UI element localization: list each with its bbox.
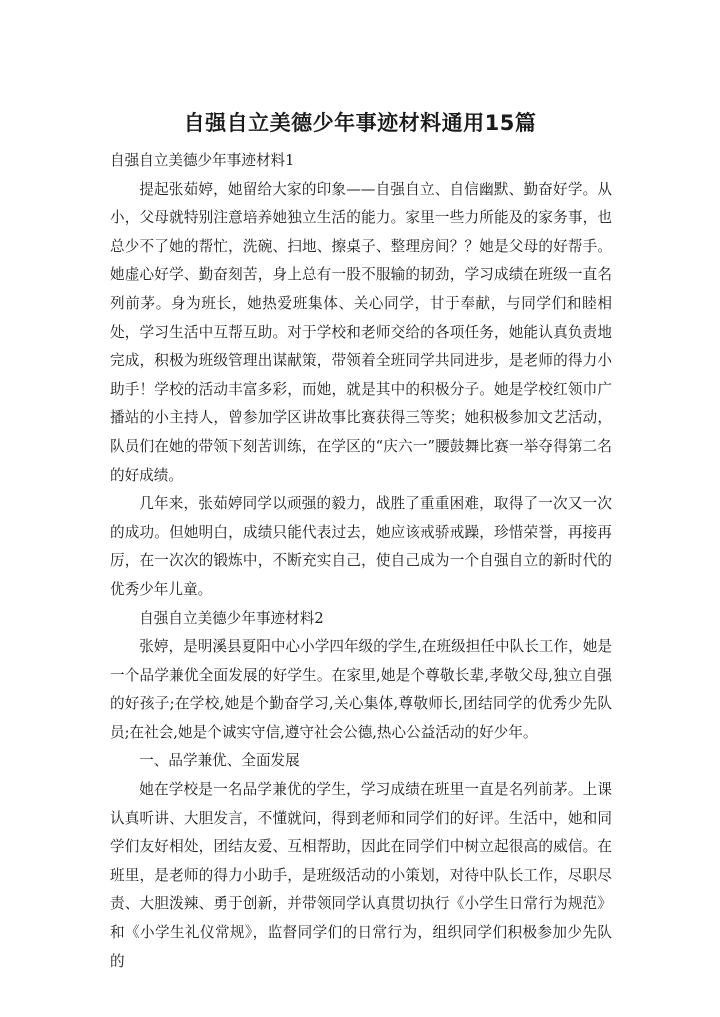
- document-body: [110, 147, 612, 976]
- body-paragraph: 她在学校是一名品学兼优的学生，学习成绩在班里一直是名列前茅。上课认真听讲、大胆发言，不懂就问，得到老师和同学们的好评。生活中，她和同学们友好相处，团结友爱、互相帮助，因此在同学们中树立起很高的威信。在班里，是老师的得力小助手，是班级活动的小策划，对待中队长工作，尽职尽责、大胆泼辣、勇于创新，并带领同学认真贯切执行《小学生日常行为规范》和《小学生礼仪常规》，监督同学们的日常行为，组织同学们积极参加少先队的: [110, 781, 612, 970]
- section-heading-2: 自强自立美德少年事迹材料2: [139, 609, 324, 627]
- body-paragraph: 几年来，张茹婷同学以顽强的毅力，战胜了重重困难，取得了一次又一次的成功。但她明白，成绩只能代表过去，她应该戒骄戒躁，珍惜荣誉，再接再厉，在一次次的锻炼中，不断充实自己，使自己成为一个自强自立的新时代的优秀少年儿童。: [110, 495, 612, 598]
- body-paragraph: 提起张茹婷，她留给大家的印象——自强自立、自信幽默、勤奋好学。从小，父母就特别注意培养她独立生活的能力。家里一些力所能及的家务事，也总少不了她的帮忙，洗碗、扫地、擦桌子、整理房间？？她是父母的好帮手。她虚心好学、勤奋刻苦，身上总有一股不服输的韧劲，学习成绩在班级一直名列前茅。身为班长，她热爱班集体、关心同学，甘于奉献，与同学们和睦相处，学习生活中互帮互助。对于学校和老师交给的各项任务，她能认真负责地完成，积极为班级管理出谋献策，带领着全班同学共同进步，是老师的得力小助手！学校的活动丰富多彩，而她，就是其中的积极分子。她是学校红领巾广播站的小主持人，曾参加学区讲故事比赛获得三等奖；她积极参加文艺活动，队员们在她的带领下刻苦训练，在学区的“庆六一”腰鼓舞比赛一举夺得第二名的好成绩。: [110, 180, 612, 484]
- document-title: 自强自立美德少年事迹材料通用15篇: [183, 111, 537, 135]
- section-heading-1: 自强自立美德少年事迹材料1: [110, 152, 295, 169]
- body-paragraph: 张婷，是明溪县夏阳中心小学四年级的学生,在班级担任中队长工作，她是一个品学兼优全面发展的好学生。在家里,她是个尊敬长辈,孝敬父母,独立自强的好孩子;在学校,她是个勤奋学习,关心集体,尊敬师长,团结同学的优秀少先队员;在社会,她是个诚实守信,遵守社会公德,热心公益活动的好少年。: [110, 638, 612, 741]
- subsection-heading: 一、品学兼优、全面发展: [139, 752, 300, 770]
